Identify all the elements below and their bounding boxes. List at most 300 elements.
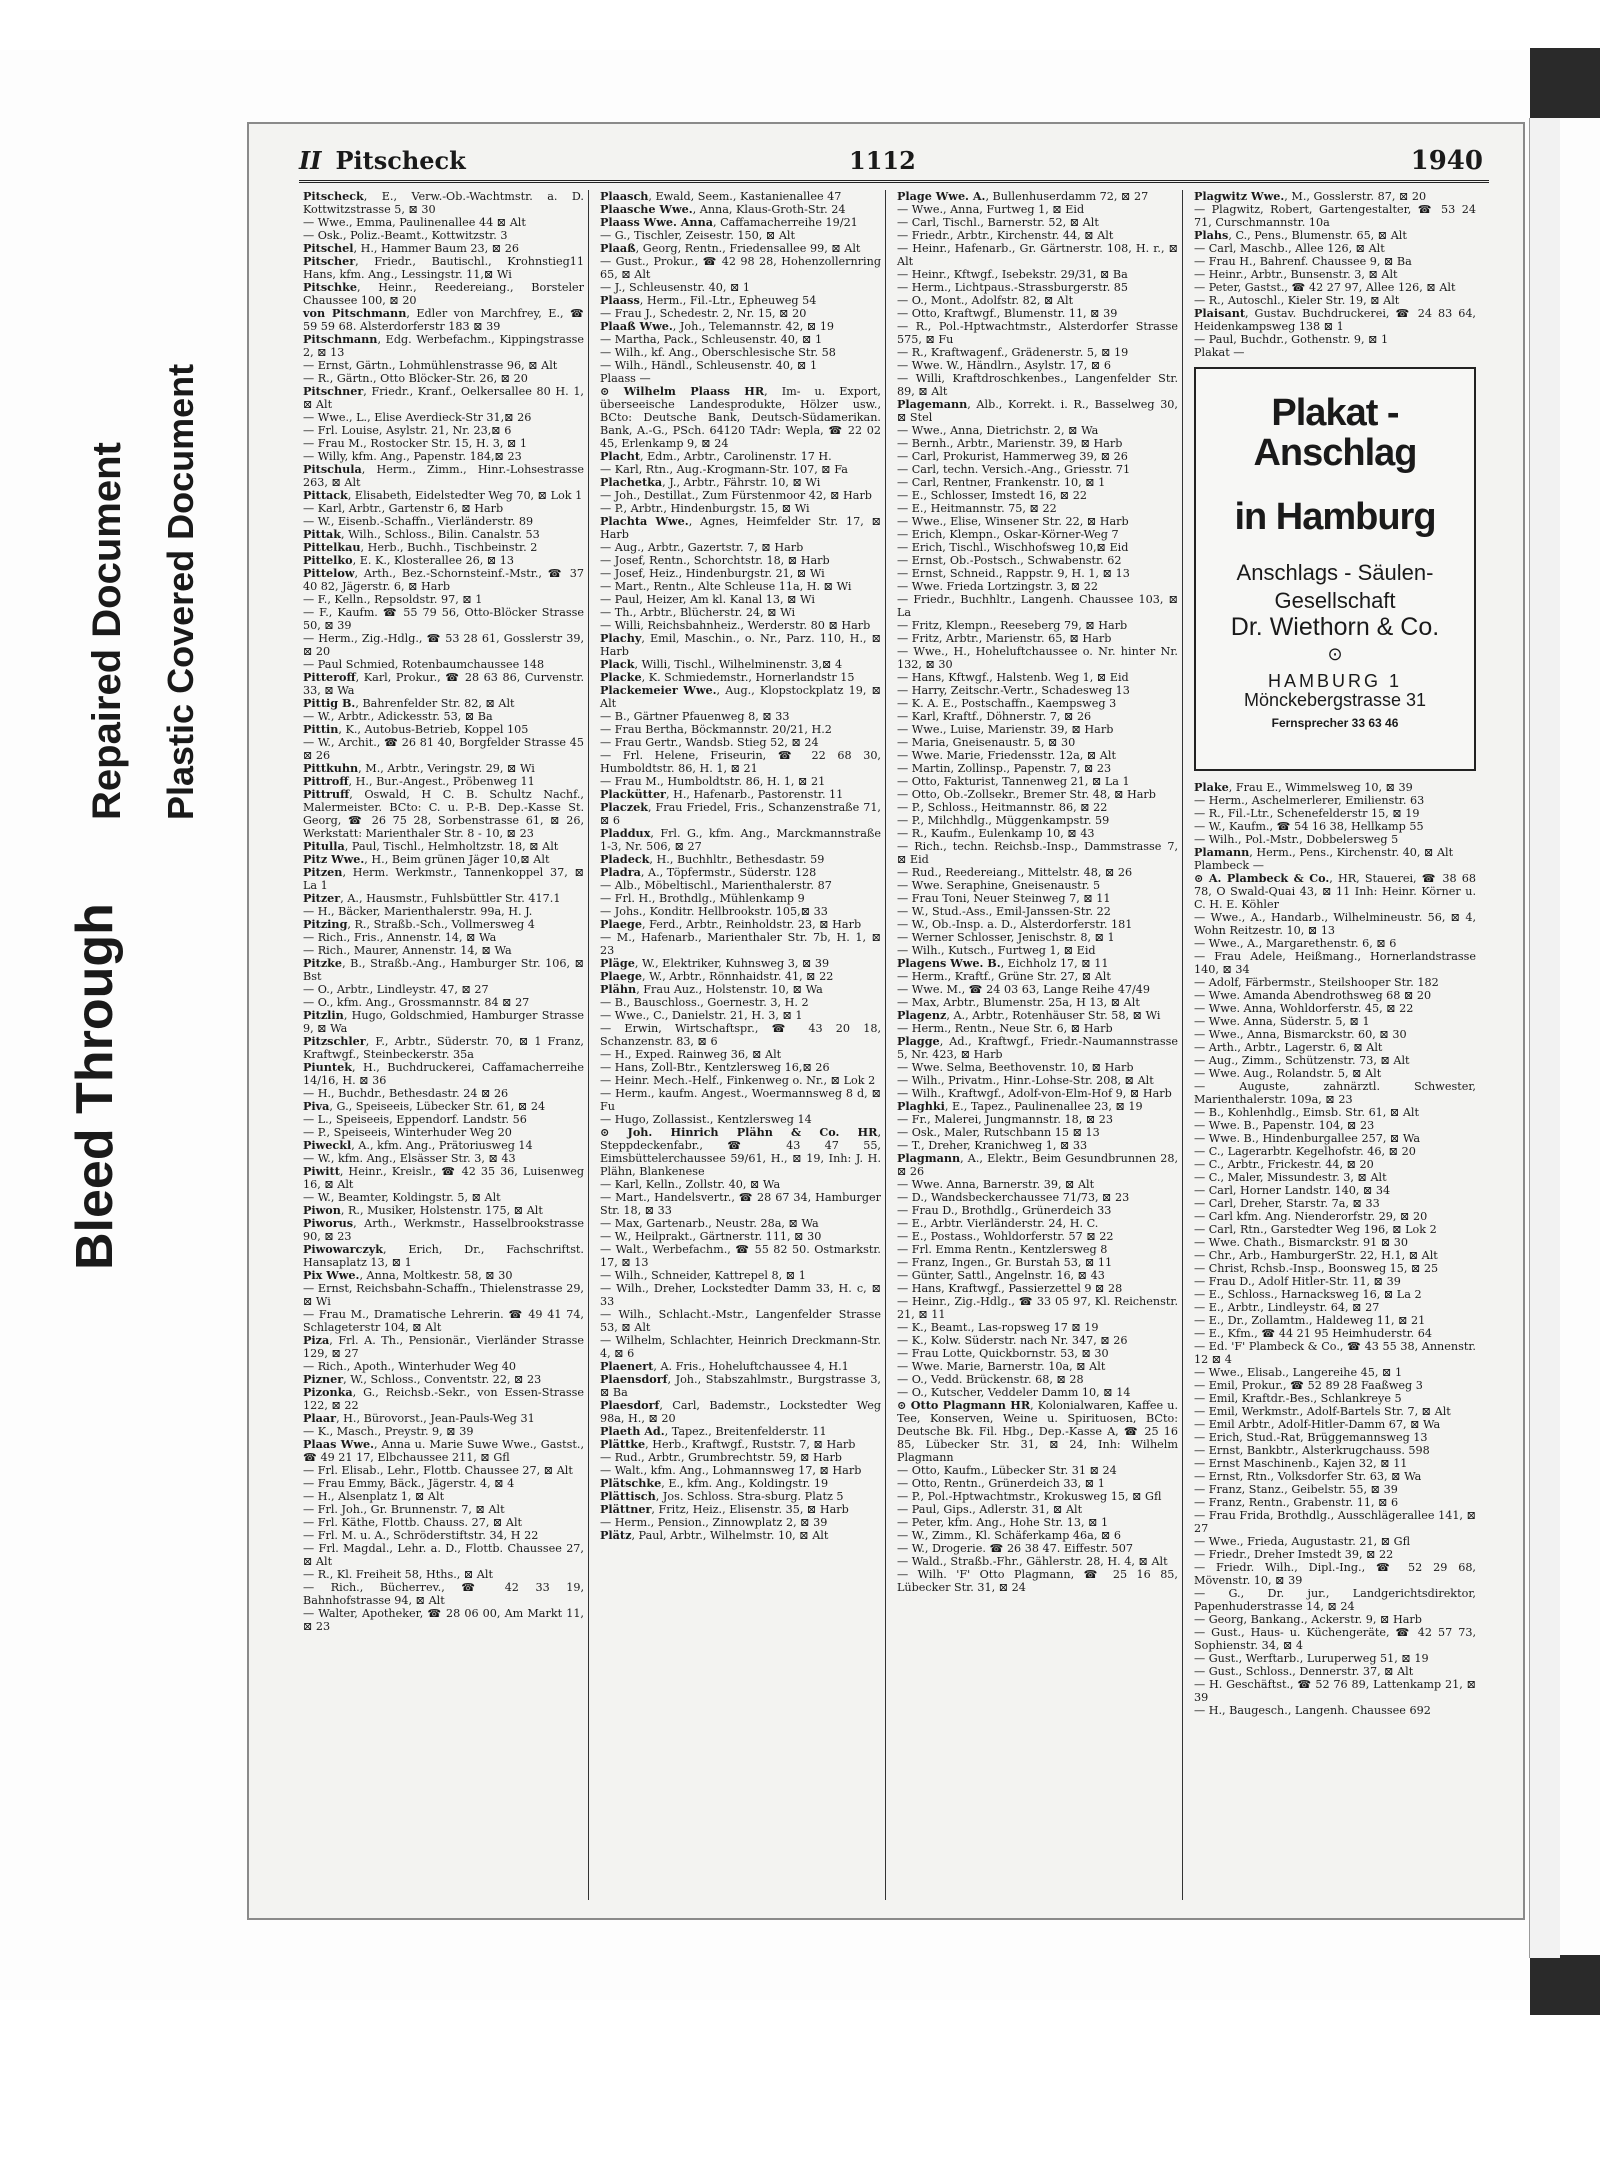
directory-entry: — O., Mont., Adolfstr. 82, ⊠ Alt (897, 294, 1074, 307)
directory-entry: Pladra, A., Töpfermstr., Süderstr. 128 (600, 865, 817, 879)
directory-entry: — R., Kraftwagenf., Grädenerstr. 5, ⊠ 19 (897, 346, 1129, 359)
directory-entry: Plagge, Ad., Kraftwgf., Friedr.-Naumannstrasse 5, Nr. 423, ⊠ Harb (897, 1034, 1178, 1061)
directory-entry: — Frau Gertr., Wandsb. Stieg 52, ⊠ 24 (600, 736, 819, 749)
ad-title-line2: in Hamburg (1234, 496, 1436, 538)
directory-entry: — Franz, Stanz., Geibelstr. 55, ⊠ 39 (1194, 1483, 1398, 1496)
directory-entry: — Frl. Helene, Friseurin, ☎ 22 68 30, Humboldtstr. 86, H. 1, ⊠ 21 (600, 749, 881, 775)
directory-entry: — P., Schloss., Heitmannstr. 86, ⊠ 22 (897, 801, 1108, 814)
directory-entry: — P., Arbtr., Hindenburgstr. 15, ⊠ Wi (600, 502, 810, 515)
directory-entry: — Wwe. B., Papenstr. 104, ⊠ 23 (1194, 1119, 1375, 1132)
label-bleed-through: Bleed Through (66, 903, 124, 1270)
directory-entry: Pitschula, Herm., Zimm., Hinr.-Lohsestrasse 263, ⊠ Alt (303, 462, 584, 489)
directory-entry: — Paul, Heizer, Am kl. Kanal 13, ⊠ Wi (600, 593, 815, 606)
directory-entry: Pittelow, Arth., Bez.-Schornsteinf.-Mstr., ☎ 37 40 82, Jägerstr. 6, ⊠ Harb (303, 566, 584, 593)
directory-entry: Placke, K. Schmiedemstr., Hornerlandstr 15 (600, 670, 855, 684)
directory-entry: — Wwe., Frieda, Augustastr. 21, ⊠ Gfl (1194, 1535, 1411, 1548)
label-repaired-document: Repaired Document (85, 442, 129, 820)
directory-entry: — Erich, Stud.-Rat, Brüggemannsweg 13 (1194, 1431, 1428, 1444)
directory-entry: — Wwe. Aug., Rolandstr. 5, ⊠ Alt (1194, 1067, 1382, 1080)
directory-entry: — Rich., Maurer, Annenstr. 14, ⊠ Wa (303, 944, 512, 957)
directory-entry: Plaenert, A. Fris., Hoheluftchaussee 4, H.1 (600, 1359, 849, 1373)
directory-entry: — Frau D., Brothdlg., Grünerdeich 33 (897, 1204, 1112, 1217)
directory-entry: — Wilh., Händl., Schleusenstr. 40, ⊠ 1 (600, 359, 818, 372)
directory-entry: — Gust., Schloss., Dennerstr. 37, ⊠ Alt (1194, 1665, 1414, 1678)
directory-entry: — Herm., Zig.-Hdlg., ☎ 53 28 61, Gosslerstr 39, ⊠ 20 (303, 632, 584, 658)
directory-entry: — Herm., Kraftf., Grüne Str. 27, ⊠ Alt (897, 970, 1111, 983)
directory-entry: — Karl, Rtn., Aug.-Krogmann-Str. 107, ⊠ Fa (600, 463, 848, 476)
scanner-edge-bottom (1530, 1955, 1600, 2015)
directory-entry: — Frl. Joh., Gr. Brunnenstr. 7, ⊠ Alt (303, 1503, 505, 1516)
directory-entry: — Frau Adele, Heißmang., Hornerlandstrasse 140, ⊠ 34 (1194, 950, 1476, 976)
directory-entry: — Günter, Sattl., Angelnstr. 16, ⊠ 43 (897, 1269, 1105, 1282)
directory-entry: ⊙ Joh. Hinrich Plähn & Co. HR, Steppdeckenfabr., ☎ 43 47 55, Eimsbüttelerchaussee 59/61, H., ⊠ 19, Inh: J. H. Plähn, Blankenese (600, 1125, 881, 1178)
directory-entry: — Heinr., Arbtr., Bunsenstr. 3, ⊠ Alt (1194, 268, 1398, 281)
directory-entry: — Harry, Zeitschr.-Vertr., Schadesweg 13 (897, 684, 1130, 697)
directory-entry: Plaass Wwe. Anna, Caffamacherreihe 19/21 (600, 215, 858, 229)
ad-sub-line1: Anschlags - Säulen- (1236, 560, 1434, 585)
directory-entry: — Frau D., Adolf Hitler-Str. 11, ⊠ 39 (1194, 1275, 1401, 1288)
directory-entry: — D., Wandsbeckerchaussee 71/73, ⊠ 23 (897, 1191, 1130, 1204)
directory-entry: Pitschner, Friedr., Kranf., Oelkersallee 80 H. 1, ⊠ Alt (303, 384, 584, 411)
directory-entry: — Mart., Handelsvertr., ☎ 28 67 34, Hamburger Str. 18, ⊠ 33 (600, 1191, 881, 1217)
directory-entry: — O., kfm. Ang., Grossmannstr. 84 ⊠ 27 (303, 996, 530, 1009)
directory-entry: — Franz, Rentn., Grabenstr. 11, ⊠ 6 (1194, 1496, 1399, 1509)
directory-entry: — Frau Frida, Brothdlg., Ausschlägerallee 141, ⊠ 27 (1194, 1509, 1476, 1535)
directory-entry: — Friedr. Wilh., Dipl.-Ing., ☎ 52 29 68, Mövenstr. 10, ⊠ 39 (1194, 1561, 1476, 1587)
directory-entry: — H., Exped. Rainweg 36, ⊠ Alt (600, 1048, 782, 1061)
directory-entry: — Otto, Kaufm., Lübecker Str. 31 ⊠ 24 (897, 1464, 1117, 1477)
directory-page (247, 122, 1525, 1920)
directory-entry: Plaege, Ferd., Arbtr., Reinholdstr. 23, ⊠ Harb (600, 917, 862, 931)
directory-entry: Pittin, K., Autobus-Betrieb, Koppel 105 (303, 722, 529, 736)
directory-entry: — Paul, Gips., Adlerstr. 31, ⊠ Alt (897, 1503, 1083, 1516)
directory-entry: Plachetka, J., Arbtr., Fährstr. 10, ⊠ Wi (600, 475, 821, 489)
directory-entry: — T., Dreher, Kranichweg 1, ⊠ 33 (897, 1139, 1088, 1152)
directory-entry: — Wwe., Anna, Dietrichstr. 2, ⊠ Wa (897, 424, 1099, 437)
ad-sub-line2: Gesellschaft (1274, 588, 1396, 613)
directory-entry: — Carl kfm. Ang. Nienderorfstr. 29, ⊠ 20 (1194, 1210, 1428, 1223)
directory-entry: Pitteroff, Karl, Prokur., ☎ 28 63 86, Curvenstr. 33, ⊠ Wa (303, 670, 584, 697)
directory-entry: Plaasch, Ewald, Seem., Kastanienallee 47 (600, 190, 842, 203)
running-head (299, 146, 466, 175)
header-rule (299, 180, 1489, 183)
directory-entry: — Rich., techn. Reichsb.-Insp., Dammstrasse 7, ⊠ Eid (897, 840, 1178, 866)
directory-entry: Plambeck — (1194, 859, 1264, 872)
directory-entry: — Frau Lotte, Quickbornstr. 53, ⊠ 30 (897, 1347, 1109, 1360)
directory-entry: — Fr., Malerei, Jungmannstr. 18, ⊠ 23 (897, 1113, 1114, 1126)
directory-entry: — W., Drogerie. ☎ 26 38 47. Eiffestr. 507 (897, 1542, 1134, 1555)
directory-entry: — Otto, Fakturist, Tannenweg 21, ⊠ La 1 (897, 775, 1130, 788)
directory-entry: — Heinr. Mech.-Helf., Finkenweg o. Nr., ⊠ Lok 2 (600, 1074, 876, 1087)
directory-entry: — Wwe., Luise, Marienstr. 39, ⊠ Harb (897, 723, 1114, 736)
directory-entry: — R., Kl. Freiheit 58, Hths., ⊠ Alt (303, 1568, 493, 1581)
directory-entry: — Max, Arbtr., Blumenstr. 25a, H 13, ⊠ Alt (897, 996, 1140, 1009)
directory-entry: — Friedr., Buchhltr., Langenh. Chaussee 103, ⊠ La (897, 593, 1178, 619)
directory-entry: Plaaß Wwe., Joh., Telemannstr. 42, ⊠ 19 (600, 319, 835, 333)
directory-entry: Plaesdorf, Carl, Bademstr., Lockstedter Weg 98a, H., ⊠ 20 (600, 1398, 881, 1425)
directory-entry: — Wwe., Anna, Furtweg 1, ⊠ Eid (897, 203, 1085, 216)
directory-entry: — G., Tischler, Zeisestr. 150, ⊠ Alt (600, 229, 795, 242)
directory-entry: — Emil, Werkmstr., Adolf-Bartels Str. 7, ⊠ Alt (1194, 1405, 1451, 1418)
directory-entry: Plagenz, A., Arbtr., Rotenhäuser Str. 58, ⊠ Wi (897, 1008, 1161, 1022)
directory-entry: — Wilh., Kutsch., Furtweg 1, ⊠ Eid (897, 944, 1096, 957)
column-2 (596, 190, 886, 1900)
directory-entry: ⊙ Otto Plagmann HR, Kolonialwaren, Kaffee u. Tee, Konserven, Weine u. Spirituosen, BCto: Deutsche Bk. Fil. Hbg., Dep.-Kasse A, ☎ 25 16 85, Lübecker Str. 31, ⊠ 24, Inh: Wilhelm Plagmann (897, 1398, 1178, 1464)
directory-entry: von Pitschmann, Edler von Marchfrey, E., ☎ 59 59 68. Alsterdorferstr 183 ⊠ 39 (303, 306, 584, 333)
directory-entry: — R., Gärtn., Otto Blöcker-Str. 26, ⊠ 20 (303, 372, 528, 385)
directory-entry: — B., Gärtner Pfauenweg 8, ⊠ 33 (600, 710, 790, 723)
directory-entry: — L., Speiseeis, Eppendorf. Landstr. 56 (303, 1113, 527, 1126)
directory-entry: — Frl. Käthe, Flottb. Chauss. 27, ⊠ Alt (303, 1516, 523, 1529)
directory-entry: Piwowarczyk, Erich, Dr., Fachschriftst. Hansaplatz 13, ⊠ 1 (303, 1242, 584, 1269)
directory-entry: — Chr., Arb., HamburgerStr. 22, H.1, ⊠ Alt (1194, 1249, 1438, 1262)
directory-entry: — E., Arbtr., Lindleystr. 64, ⊠ 27 (1194, 1301, 1380, 1314)
page-year: 1940 (1410, 146, 1483, 176)
directory-entry: — Paul, Buchdr., Gothenstr. 9, ⊠ 1 (1194, 333, 1389, 346)
directory-entry: — M., Hafenarb., Marienthaler Str. 7b, H. 1, ⊠ 23 (600, 931, 881, 957)
directory-entry: — Osk., Maler, Rutschbann 15 ⊠ 13 (897, 1126, 1100, 1139)
directory-entry: — Frl. Louise, Asylstr. 21, Nr. 23,⊠ 6 (303, 424, 512, 437)
directory-entry: — Otto, Ob.-Zollsekr., Bremer Str. 48, ⊠ Harb (897, 788, 1156, 801)
directory-entry: — F., Kaufm. ☎ 55 79 56, Otto-Blöcker Strasse 50, ⊠ 39 (303, 606, 584, 632)
directory-entry: — Alb., Möbeltischl., Marienthalerstr. 87 (600, 879, 832, 892)
directory-entry: — Hugo, Zollassist., Kentzlersweg 14 (600, 1113, 812, 1126)
directory-entry: — Bernh., Arbtr., Marienstr. 39, ⊠ Harb (897, 437, 1123, 450)
directory-entry: Plagemann, Alb., Korrekt. i. R., Basselweg 30, ⊠ Stel (897, 397, 1178, 424)
directory-entry: — W., Ob.-Insp. a. D., Alsterdorferstr. 181 (897, 918, 1133, 931)
directory-entry: — Peter, kfm. Ang., Hohe Str. 13, ⊠ 1 (897, 1516, 1109, 1529)
directory-entry: — Hans, Kraftwgf., Passierzettel 9 ⊠ 28 (897, 1282, 1123, 1295)
directory-entry: Placzek, Frau Friedel, Fris., Schanzenstraße 71, ⊠ 6 (600, 800, 881, 827)
page-header (249, 142, 1523, 178)
directory-entry: — W., Eisenb.-Schaffn., Vierländerstr. 89 (303, 515, 534, 528)
directory-entry: — Willi, Kraftdroschkenbes., Langenfelder Str. 89, ⊠ Alt (897, 372, 1178, 398)
directory-entry: Plachta Wwe., Agnes, Heimfelder Str. 17, ⊠ Harb (600, 514, 881, 541)
directory-entry: — Friedr., Dreher Imstedt 39, ⊠ 22 (1194, 1548, 1394, 1561)
directory-entry: Pitzer, A., Hausmstr., Fuhlsbüttler Str. 417.1 (303, 891, 561, 905)
directory-entry: — Mart., Rentn., Alte Schleuse 11a, H. ⊠ Wi (600, 580, 852, 593)
directory-entry: — Ernst, Reichsbahn-Schaffn., Thielenstrasse 29, ⊠ Wi (303, 1282, 584, 1308)
directory-entry: — Wilh., Pol.-Mstr., Dobbelersweg 5 (1194, 833, 1399, 846)
directory-entry: Plack, Willi, Tischl., Wilhelminenstr. 3,⊠ 4 (600, 657, 843, 671)
directory-entry: Plakat — (1194, 346, 1245, 359)
directory-entry: Pittelko, E. K., Klosterallee 26, ⊠ 13 (303, 553, 515, 567)
running-head-name: Pitscheck (335, 146, 466, 175)
directory-entry: — Emil Arbtr., Adolf-Hitler-Damm 67, ⊠ Wa (1194, 1418, 1441, 1431)
adjacent-page-edge (1529, 118, 1560, 1958)
directory-entry: — Emil, Prokur., ☎ 52 89 28 Faaßweg 3 (1194, 1379, 1423, 1392)
directory-entry: Pitulla, Paul, Tischl., Helmholtzstr. 18, ⊠ Alt (303, 839, 559, 853)
directory-entry: — W., Stud.-Ass., Emil-Janssen-Str. 22 (897, 905, 1111, 918)
directory-entry: — Hans, Kftwgf., Halstenb. Weg 1, ⊠ Eid (897, 671, 1129, 684)
directory-entry: — Wilh., Schneider, Kattrepel 8, ⊠ 1 (600, 1269, 806, 1282)
directory-entry: — Wwe. Anna, Barnerstr. 39, ⊠ Alt (897, 1178, 1095, 1191)
directory-entry: Plaass — (600, 372, 651, 385)
directory-entry: — Th., Arbtr., Blücherstr. 24, ⊠ Wi (600, 606, 796, 619)
directory-entry: — Wwe. Frieda Lortzingstr. 3, ⊠ 22 (897, 580, 1098, 593)
directory-entry: — Werner Schlosser, Jenischstr. 8, ⊠ 1 (897, 931, 1115, 944)
directory-entry: — Wwe., H., Hoheluftchaussee o. Nr. hinter Nr. 132, ⊠ 30 (897, 645, 1178, 671)
ad-mark: ⊙ (1327, 644, 1343, 664)
directory-entry: Plätschke, E., kfm. Ang., Koldingstr. 19 (600, 1476, 829, 1490)
directory-entry: — P., Speiseeis, Winterhuder Weg 20 (303, 1126, 512, 1139)
directory-entry: Pizonka, G., Reichsb.-Sekr., von Essen-Strasse 122, ⊠ 22 (303, 1385, 584, 1412)
directory-entry: — O., Kutscher, Veddeler Damm 10, ⊠ 14 (897, 1386, 1131, 1399)
directory-entry: Pizner, W., Schloss., Conventstr. 22, ⊠ 23 (303, 1372, 542, 1386)
directory-entry: — Martin, Zollinsp., Papenstr. 7, ⊠ 23 (897, 762, 1112, 775)
directory-entry: — Carl, Rentner, Frankenstr. 10, ⊠ 1 (897, 476, 1106, 489)
directory-entry: — Carl, Dreher, Starstr. 7a, ⊠ 33 (1194, 1197, 1380, 1210)
directory-entry: Piweckl, A., kfm. Ang., Prätoriusweg 14 (303, 1138, 533, 1152)
directory-entry: — Gust., Haus- u. Küchengeräte, ☎ 42 57 73, Sophienstr. 34, ⊠ 4 (1194, 1626, 1476, 1652)
directory-entry: Plätz, Paul, Arbtr., Wilhelmstr. 10, ⊠ Alt (600, 1528, 829, 1542)
directory-entry: — G., Dr. jur., Landgerichtsdirektor, Papenhuderstrasse 14, ⊠ 24 (1194, 1587, 1476, 1613)
directory-entry: — Heinr., Kftwgf., Isebekstr. 29/31, ⊠ Ba (897, 268, 1128, 281)
document-condition-labels (0, 180, 220, 1270)
ad-city: HAMBURG 1 (1267, 671, 1402, 691)
directory-entry: — Heinr., Hafenarb., Gr. Gärtnerstr. 108, H. r., ⊠ Alt (897, 242, 1178, 268)
directory-entry: Pittroff, H., Bur.-Angest., Pröbenweg 11 (303, 774, 535, 788)
directory-entry: — H., Baugesch., Langenh. Chaussee 692 (1194, 1704, 1431, 1717)
directory-entry: — R., Pol.-Hptwachtmstr., Alsterdorfer Strasse 575, ⊠ Fu (897, 320, 1178, 346)
directory-entry: — Wwe. B., Hindenburgallee 257, ⊠ Wa (1194, 1132, 1421, 1145)
directory-entry: Plackütter, H., Hafenarb., Pastorenstr. 11 (600, 787, 844, 801)
directory-entry: Plachy, Emil, Maschin., o. Nr., Parz. 110, H., ⊠ Harb (600, 631, 881, 658)
directory-entry: — Joh., Destillat., Zum Fürstenmoor 42, ⊠ Harb (600, 489, 872, 502)
directory-entry: Pitzen, Herm. Werkmstr., Tannenkoppel 37, ⊠ La 1 (303, 865, 584, 892)
ad-street: Mönckebergstrasse 31 (1243, 690, 1427, 710)
directory-entry: — Rich., Fris., Annenstr. 14, ⊠ Wa (303, 931, 497, 944)
directory-entry: Plage Wwe. A., Bullenhuserdamm 72, ⊠ 27 (897, 190, 1149, 203)
directory-entry: — Wwe., A., Margarethenstr. 6, ⊠ 6 (1194, 937, 1397, 950)
directory-entry: — K., Masch., Preystr. 9, ⊠ 39 (303, 1425, 474, 1438)
directory-entry: — Otto, Kraftwgf., Blumenstr. 11, ⊠ 39 (897, 307, 1118, 320)
directory-entry: — Wwe., L., Elise Averdieck-Str 31,⊠ 26 (303, 411, 532, 424)
directory-entry: — Plagwitz, Robert, Gartengestalter, ☎ 53 24 71, Curschmannstr. 10a (1194, 203, 1476, 229)
directory-entry: — R., Fil.-Ltr., Schenefelderstr 15, ⊠ 19 (1194, 807, 1420, 820)
directory-entry: — Carl, Rtn., Garstedter Weg 196, ⊠ Lok 2 (1194, 1223, 1437, 1236)
directory-entry: — Josef, Heiz., Hindenburgstr. 21, ⊠ Wi (600, 567, 825, 580)
directory-entry: Piuntek, H., Buchdruckerei, Caffamacherreihe 14/16, H. ⊠ 36 (303, 1060, 584, 1087)
directory-entry: Pittkuhn, M., Arbtr., Veringstr. 29, ⊠ Wi (303, 761, 535, 775)
directory-entry: — E., Dr., Zollamtm., Haldeweg 11, ⊠ 21 (1194, 1314, 1426, 1327)
directory-entry: — W., Zimm., Kl. Schäferkamp 46a, ⊠ 6 (897, 1529, 1121, 1542)
directory-entry: — Otto, Rentn., Grünerdeich 33, ⊠ 1 (897, 1477, 1105, 1490)
directory-entry: Plagmann, A., Elektr., Beim Gesundbrunnen 28, ⊠ 26 (897, 1151, 1178, 1178)
directory-entry: — W., Kaufm., ☎ 54 16 38, Hellkamp 55 (1194, 820, 1424, 833)
directory-entry: — Wilh., Kraftwgf., Adolf-von-Elm-Hof 9, ⊠ Harb (897, 1087, 1172, 1100)
directory-entry: — Wilh., Privatm., Hinr.-Lohse-Str. 208, ⊠ Alt (897, 1074, 1154, 1087)
directory-entry: Plahs, C., Pens., Blumenstr. 65, ⊠ Alt (1194, 228, 1407, 242)
directory-entry: Plamann, Herm., Pens., Kirchenstr. 40, ⊠ Alt (1194, 845, 1454, 859)
directory-entry: — H., Bäcker, Marienthalerstr. 99a, H. J. (303, 905, 533, 918)
directory-entry: — Heinr., Zig.-Hdlg., ☎ 33 05 97, Kl. Reichenstr. 21, ⊠ 11 (897, 1295, 1178, 1321)
directory-entry: — Erwin, Wirtschaftspr., ☎ 43 20 18, Schanzenstr. 83, ⊠ 6 (600, 1022, 881, 1048)
directory-entry: Plättke, Herb., Kraftwgf., Ruststr. 7, ⊠ Harb (600, 1437, 856, 1451)
directory-entry: — Herm., Lichtpaus.-Strassburgerstr. 85 (897, 281, 1129, 294)
directory-entry: — Wilh., Dreher, Lockstedter Damm 33, H. c, ⊠ 33 (600, 1282, 881, 1308)
directory-entry: — Gust., Werftarb., Luruperweg 51, ⊠ 19 (1194, 1652, 1429, 1665)
directory-entry: — C., Lagerarbtr. Kegelhofstr. 46, ⊠ 20 (1194, 1145, 1416, 1158)
directory-entry: Plackemeier Wwe., Aug., Klopstockplatz 19, ⊠ Alt (600, 683, 881, 710)
directory-entry: — H., Buchdr., Bethesdastr. 24 ⊠ 26 (303, 1087, 509, 1100)
directory-entry: — B., Bauschloss., Goernestr. 3, H. 2 (600, 996, 809, 1009)
directory-entry: — Wilh., Schlacht.-Mstr., Langenfelder Strasse 53, ⊠ Alt (600, 1308, 881, 1334)
directory-entry: — Wwe. Anna, Süderstr. 5, ⊠ 1 (1194, 1015, 1370, 1028)
directory-entry: Piworus, Arth., Werkmstr., Hasselbrookstrasse 90, ⊠ 23 (303, 1216, 584, 1243)
directory-entry: Plaege, W., Arbtr., Rönnhaidstr. 41, ⊠ 22 (600, 969, 834, 983)
directory-entry: — Wwe., Emma, Paulinenallee 44 ⊠ Alt (303, 216, 526, 229)
directory-entry: — Osk., Poliz.-Beamt., Kottwitzstr. 3 (303, 229, 508, 242)
directory-entry: Plättisch, Jos. Schloss. Stra-sburg. Platz 5 (600, 1489, 844, 1503)
directory-entry: Plaaß, Georg, Rentn., Friedensallee 99, ⊠ Alt (600, 241, 861, 255)
directory-entry: Pix Wwe., Anna, Moltkestr. 58, ⊠ 30 (303, 1268, 513, 1282)
directory-entry: — K., Beamt., Las-ropsweg 17 ⊠ 19 (897, 1321, 1099, 1334)
directory-entry: — Walter, Apotheker, ☎ 28 06 00, Am Markt 11, ⊠ 23 (303, 1607, 584, 1633)
directory-entry: — Emil, Kraftdr.-Bes., Schlankreye 5 (1194, 1392, 1402, 1405)
directory-entry: — E., Heitmannstr. 75, ⊠ 22 (897, 502, 1057, 515)
directory-entry: — Johs., Konditr. Hellbrookstr. 105,⊠ 33 (600, 905, 828, 918)
directory-entry: — F., Kelln., Repsoldstr. 97, ⊠ 1 (303, 593, 483, 606)
directory-entry: Pitz Wwe., H., Beim grünen Jäger 10,⊠ Alt (303, 852, 550, 866)
directory-entry: — Walt., Werbefachm., ☎ 55 82 50. Ostmarkstr. 17, ⊠ 13 (600, 1243, 881, 1269)
directory-entry: — R., Kaufm., Eulenkamp 10, ⊠ 43 (897, 827, 1095, 840)
directory-entry: — Wwe. M., ☎ 24 03 63, Lange Reihe 47/49 (897, 983, 1150, 996)
directory-entry: — O., Vedd. Brückenstr. 68, ⊠ 28 (897, 1373, 1084, 1386)
directory-entry: — Christ, Rchsb.-Insp., Boonsweg 15, ⊠ 25 (1194, 1262, 1439, 1275)
directory-entry: ⊙ A. Plambeck & Co., HR, Stauerei, ☎ 38 68 78, O Swald-Quai 43, ⊠ 11 Inh: Heinr. Körner u. C. H. E. Köhler (1194, 871, 1476, 911)
directory-entry: — Rud., Reedereiang., Mittelstr. 48, ⊠ 26 (897, 866, 1133, 879)
directory-entry: — Paul Schmied, Rotenbaumchaussee 148 (303, 658, 545, 671)
directory-entry: — H., Alsenplatz 1, ⊠ Alt (303, 1490, 445, 1503)
directory-entry: — K., Kolw. Süderstr. nach Nr. 347, ⊠ 26 (897, 1334, 1128, 1347)
directory-entry: — Hans, Zoll-Btr., Kentzlersweg 16,⊠ 26 (600, 1061, 830, 1074)
directory-entry: — Frl. Emma Rentn., Kentzlersweg 8 (897, 1243, 1108, 1256)
directory-entry: Piwon, R., Musiker, Holstenstr. 175, ⊠ Alt (303, 1203, 543, 1217)
directory-entry: — Wwe., C., Danielstr. 21, H. 3, ⊠ 1 (600, 1009, 803, 1022)
directory-entry: — Carl, Maschb., Allee 126, ⊠ Alt (1194, 242, 1385, 255)
directory-entry: — E., Arbtr. Vierländerstr. 24, H. C. (897, 1217, 1099, 1230)
directory-entry: — Wilhelm, Schlachter, Heinrich Dreckmann-Str. 4, ⊠ 6 (600, 1334, 881, 1360)
directory-entry: — Josef, Rentn., Schorchtstr. 18, ⊠ Harb (600, 554, 830, 567)
directory-entry: — Ernst Maschinenb., Kajen 32, ⊠ 11 (1194, 1457, 1408, 1470)
directory-entry: — Wwe. Amanda Abendrothsweg 68 ⊠ 20 (1194, 989, 1432, 1002)
column-3 (893, 190, 1183, 1900)
directory-entry: — W., Beamter, Koldingstr. 5, ⊠ Alt (303, 1191, 501, 1204)
directory-entry: — Wald., Straßb.-Fhr., Gählerstr. 28, H. 4, ⊠ Alt (897, 1555, 1168, 1568)
directory-entry: Plaasche Wwe., Anna, Klaus-Groth-Str. 24 (600, 202, 846, 216)
directory-entry: Pittack, Elisabeth, Eidelstedter Weg 70, ⊠ Lok 1 (303, 488, 583, 502)
directory-entry: — Frl. Magdal., Lehr. a. D., Flottb. Chaussee 27, ⊠ Alt (303, 1542, 584, 1568)
directory-entry: — P., Pol.-Hptwachtmstr., Krokusweg 15, ⊠ Gfl (897, 1490, 1162, 1503)
directory-entry: — Gust., Prokur., ☎ 42 98 28, Hohenzollernring 65, ⊠ Alt (600, 255, 881, 281)
directory-entry: Plaar, H., Bürovorst., Jean-Pauls-Weg 31 (303, 1411, 535, 1425)
directory-entry: Plagwitz Wwe., M., Gosslerstr. 87, ⊠ 20 (1194, 190, 1427, 203)
directory-entry: — W., Archit., ☎ 26 81 40, Borgfelder Strasse 45 ⊠ 26 (303, 736, 584, 762)
directory-entry: — Frl. H., Brothdlg., Mühlenkamp 9 (600, 892, 805, 905)
directory-entry: — Willi, Reichsbahnheiz., Werderstr. 80 ⊠ Harb (600, 619, 871, 632)
directory-entry: — P., Milchhdlg., Müggenkampstr. 59 (897, 814, 1110, 827)
directory-entry: — W., Arbtr., Adickesstr. 53, ⊠ Ba (303, 710, 493, 723)
directory-entry: — Wwe., Elise, Winsener Str. 22, ⊠ Harb (897, 515, 1129, 528)
ad-company: Dr. Wiethorn & Co. (1230, 613, 1440, 641)
ad-phone: Fernsprecher 33 63 46 (1271, 716, 1399, 730)
directory-entry: — Frl. M. u. A., Schröderstiftstr. 34, H 22 (303, 1529, 539, 1542)
directory-entry: Pitschmann, Edg. Werbefachm., Kippingstrasse 2, ⊠ 13 (303, 332, 584, 359)
directory-entry: — Max, Gartenarb., Neustr. 28a, ⊠ Wa (600, 1217, 819, 1230)
directory-entry: Pitscheck, E., Verw.-Ob.-Wachtmstr. a. D. Kottwitzstrasse 5, ⊠ 30 (303, 190, 584, 216)
directory-entry: — Herm., Aschelmerlerer, Emilienstr. 63 (1194, 794, 1425, 807)
directory-entry: — Herm., kaufm. Angest., Woermannsweg 8 d, ⊠ Fu (600, 1087, 881, 1113)
directory-entry: Plaensdorf, Joh., Stabszahlmstr., Burgstrasse 3, ⊠ Ba (600, 1372, 881, 1399)
directory-entry: — Erich, Tischl., Wischhofsweg 10,⊠ Eid (897, 541, 1129, 554)
directory-entry: — Ernst, Ob.-Postsch., Schwabenstr. 62 (897, 554, 1122, 567)
directory-entry: Plähn, Frau Auz., Holstenstr. 10, ⊠ Wa (600, 982, 823, 996)
scanner-edge-top (1530, 48, 1600, 118)
directory-entry: — C., Maler, Missundestr. 3, ⊠ Alt (1194, 1171, 1387, 1184)
directory-entry: — Wilh. 'F' Otto Plagmann, ☎ 25 16 85, Lübecker Str. 31, ⊠ 24 (897, 1568, 1178, 1594)
directory-entry: — Frau M., Dramatische Lehrerin. ☎ 49 41 74, Schlageterstr 104, ⊠ Alt (303, 1308, 584, 1334)
page-number: 1112 (849, 146, 916, 175)
directory-entry: Placht, Edm., Arbtr., Carolinenstr. 17 H. (600, 449, 832, 463)
directory-entry: — Ernst, Rtn., Volksdorfer Str. 63, ⊠ Wa (1194, 1470, 1422, 1483)
directory-entry: Pladdux, Frl. G., kfm. Ang., Marckmannstraße 1-3, Nr. 506, ⊠ 27 (600, 826, 881, 853)
directory-entry: Plaisant, Gustav. Buchdruckerei, ☎ 24 83 64, Heidenkampsweg 138 ⊠ 1 (1194, 306, 1476, 333)
directory-entry: Pitschke, Heinr., Reedereiang., Borsteler Chaussee 100, ⊠ 20 (303, 280, 584, 307)
directory-entry: — Peter, Gastst., ☎ 42 27 97, Allee 126, ⊠ Alt (1194, 281, 1456, 294)
directory-entry: — E., Schlosser, Imstedt 16, ⊠ 22 (897, 489, 1087, 502)
directory-entry: — K. A. E., Postschaffn., Kaempsweg 3 (897, 697, 1117, 710)
directory-entry: — Wwe. W., Händlrn., Asylstr. 17, ⊠ 6 (897, 359, 1111, 372)
directory-entry: — Karl, Kraftf., Döhnerstr. 7, ⊠ 26 (897, 710, 1092, 723)
directory-entry: Plaas Wwe., Anna u. Marie Suwe Wwe., Gastst., ☎ 49 21 17, Elbchaussee 211, ⊠ Gfl (303, 1437, 585, 1464)
directory-entry: — Wwe. Marie, Barnerstr. 10a, ⊠ Alt (897, 1360, 1106, 1373)
directory-entry: — Walt., kfm. Ang., Lohmannsweg 17, ⊠ Harb (600, 1464, 862, 1477)
directory-entry: Plake, Frau E., Wimmelsweg 10, ⊠ 39 (1194, 780, 1413, 794)
directory-entry: — Erich, Klempn., Oskar-Körner-Weg 7 (897, 528, 1119, 541)
directory-entry: — Willy, kfm. Ang., Papenstr. 184,⊠ 23 (303, 450, 522, 463)
directory-entry: — Ernst, Bankbtr., Alsterkrugchauss. 598 (1194, 1444, 1430, 1457)
directory-entry: — Arth., Arbtr., Lagerstr. 6, ⊠ Alt (1194, 1041, 1383, 1054)
directory-entry: — Wilh., kf. Ang., Oberschlesische Str. 58 (600, 346, 836, 359)
directory-entry: — Aug., Zimm., Schützenstr. 73, ⊠ Alt (1194, 1054, 1410, 1067)
directory-entry: Plaass, Herm., Fil.-Ltr., Epheuweg 54 (600, 293, 817, 307)
directory-entry: — B., Kohlenhdlg., Eimsb. Str. 61, ⊠ Alt (1194, 1106, 1419, 1119)
directory-entry: — Franz, Ingen., Gr. Burstah 53, ⊠ 11 (897, 1256, 1113, 1269)
directory-entry: — Frau Emmy, Bäck., Jägerstr. 4, ⊠ 4 (303, 1477, 515, 1490)
directory-entry: Pitscher, Friedr., Bautischl., Krohnstieg11 Hans, kfm. Ang., Lessingstr. 11,⊠ Wi (303, 254, 584, 281)
directory-entry: — Carl, techn. Versich.-Ang., Griesstr. 71 (897, 463, 1131, 476)
directory-entry: — Carl, Tischl., Barnerstr. 52, ⊠ Alt (897, 216, 1099, 229)
directory-entry: — Frau H., Bahrenf. Chaussee 9, ⊠ Ba (1194, 255, 1412, 268)
directory-entry: — Ed. 'F' Plambeck & Co., ☎ 43 55 38, Annenstr. 12 ⊠ 4 (1194, 1340, 1476, 1366)
directory-entry: Pittelkau, Herb., Buchh., Tischbeinstr. 2 (303, 540, 538, 554)
directory-entry: — Wwe., A., Handarb., Wilhelmineustr. 56, ⊠ 4, Wohn Reitzestr. 10, ⊠ 13 (1194, 911, 1476, 937)
directory-entry: — Ernst, Gärtn., Lohmühlenstrasse 96, ⊠ Alt (303, 359, 558, 372)
directory-entry: — Rich., Bücherrev., ☎ 42 33 19, Bahnhofstrasse 94, ⊠ Alt (303, 1581, 584, 1607)
directory-entry: — E., Postass., Wohldorferstr. 57 ⊠ 22 (897, 1230, 1114, 1243)
advertisement-box (1194, 367, 1476, 771)
directory-entry: — Ernst, Schneid., Rappstr. 9, H. 1, ⊠ 13 (897, 567, 1130, 580)
directory-entry: — W., Heilprakt., Gärtnerstr. 111, ⊠ 30 (600, 1230, 822, 1243)
directory-entry: — E., Kfm., ☎ 44 21 95 Heimhuderstr. 64 (1194, 1327, 1433, 1340)
ad-title-line1: Plakat - Anschlag (1253, 392, 1417, 474)
directory-entry: Pitschel, H., Hammer Baum 23, ⊠ 26 (303, 241, 519, 255)
running-head-prefix: II (299, 146, 322, 175)
directory-entry: — Maria, Gneisenaustr. 5, ⊠ 30 (897, 736, 1076, 749)
directory-entry: — Frau M., Humboldtstr. 86, H. 1, ⊠ 21 (600, 775, 826, 788)
directory-entry: Pitzke, B., Straßb.-Ang., Hamburger Str. 106, ⊠ Bst (303, 956, 584, 983)
